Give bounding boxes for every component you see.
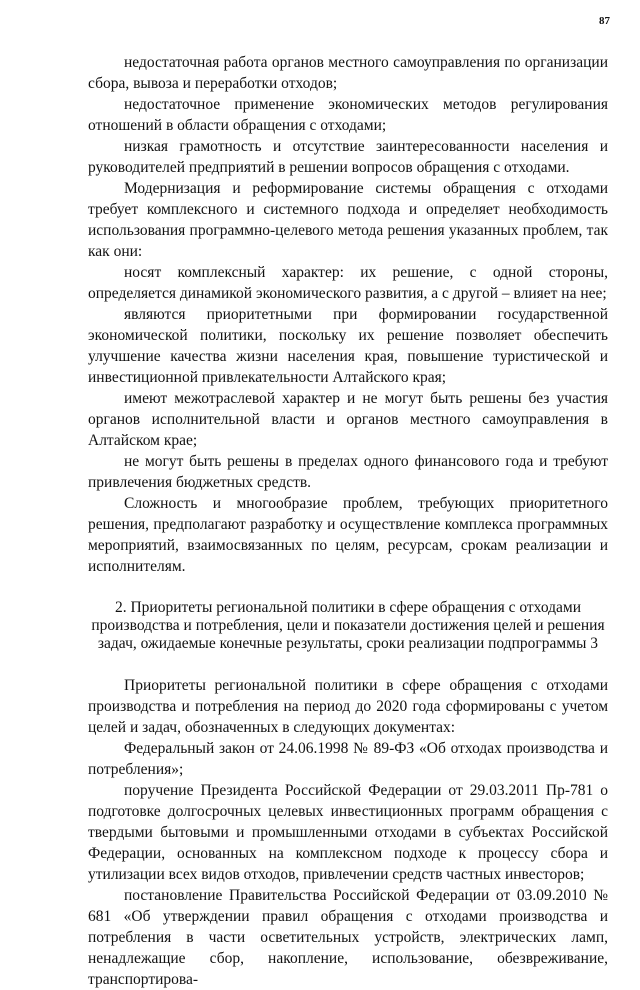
paragraph: Приоритеты региональной политики в сфере обращения с отходами производства и потребления на период до 2020 года сформированы с учетом целей и задач, обозначенных в следующих документах: [88,677,608,736]
paragraph: Модернизация и реформирование системы обращения с отходами требует комплексного и системного подхода и определяет необходимость использования программно-целевого метода решения указанных проблем, так как они: [88,180,608,260]
paragraph: поручение Президента Российской Федерации от 29.03.2011 Пр-781 о подготовке долгосрочных целевых инвестиционных программ обращения с твердыми бытовыми и промышленными отходами в субъектах Российской Федерации, основанных на комплексном подходе к процессу сбора и утилизации всех видов отходов, привлечении средств частных инвесторов; [88,782,608,883]
paragraph: имеют межотраслевой характер и не могут быть решены без участия органов исполнительной власти и органов местного самоуправления в Алтайском крае; [88,390,608,449]
page-number: 87 [599,15,610,27]
page-content [88,52,608,990]
paragraph: недостаточное применение экономических методов регулирования отношений в области обращения с отходами; [88,96,608,134]
paragraph: Сложность и многообразие проблем, требующих приоритетного решения, предполагают разработку и осуществление комплекса программных мероприятий, взаимосвязанных по целям, ресурсам, срокам реализации и исполнителям. [88,495,608,575]
paragraph: недостаточная работа органов местного самоуправления по организации сбора, вывоза и переработки отходов; [88,54,608,92]
paragraph: Федеральный закон от 24.06.1998 № 89-ФЗ «Об отходах производства и потребления»; [88,740,608,778]
section-heading: 2. Приоритеты региональной политики в сфере обращения с отходами производства и потребления, цели и показатели достижения целей и решения задач, ожидаемые конечные результаты, сроки реализации подпрограммы 3 [91,599,605,652]
paragraph: являются приоритетными при формировании государственной экономической политики, поскольку их решение позволяет обеспечить улучшение качества жизни населения края, повышение туристической и инвестиционной привлекательности Алтайского края; [88,306,608,386]
paragraph: не могут быть решены в пределах одного финансового года и требуют привлечения бюджетных средств. [88,453,608,491]
paragraph: носят комплексный характер: их решение, с одной стороны, определяется динамикой экономического развития, а с другой – влияет на нее; [88,264,608,302]
paragraph: низкая грамотность и отсутствие заинтересованности населения и руководителей предприятий в решении вопросов обращения с отходами. [88,138,608,176]
paragraph: постановление Правительства Российской Федерации от 03.09.2010 № 681 «Об утверждении правил обращения с отходами производства и потребления в части осветительных устройств, электрических ламп, ненадлежащие сбор, накопление, использование, обезвреживание, транспортирова- [88,887,608,988]
